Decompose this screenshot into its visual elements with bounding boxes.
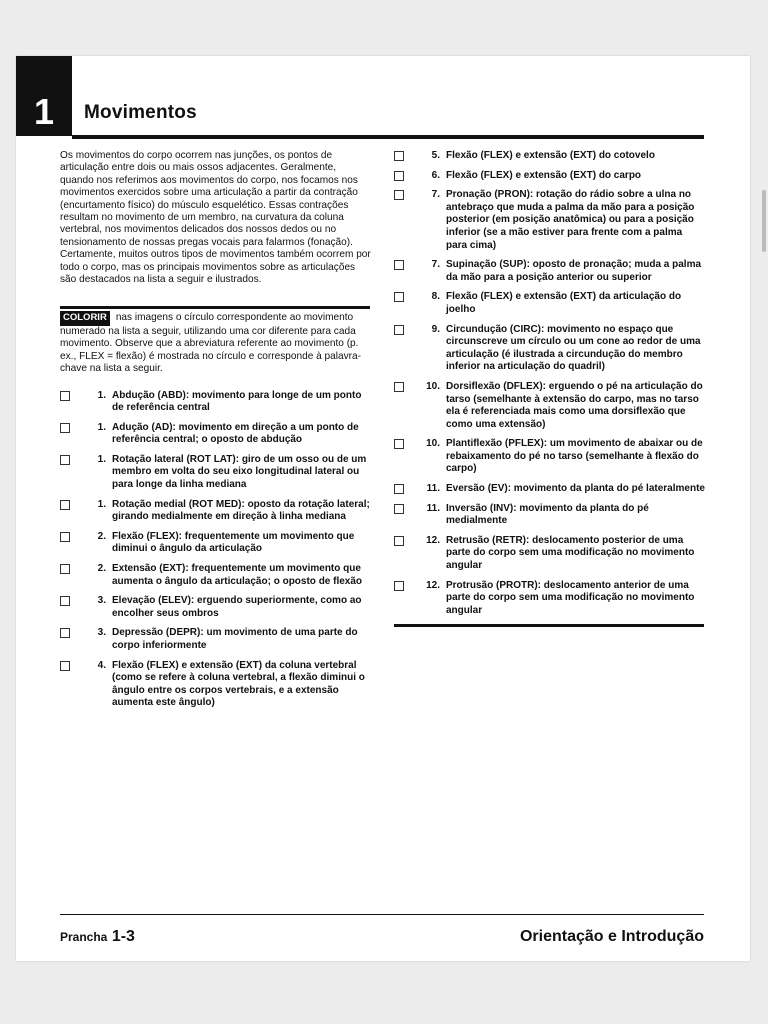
checkbox[interactable] <box>60 564 70 574</box>
right-column <box>394 150 706 627</box>
item-number: 12. <box>426 579 440 591</box>
list-item <box>60 531 372 556</box>
colorir-rule <box>60 306 370 309</box>
item-text: Flexão (FLEX) e extensão (EXT) do carpo <box>446 169 642 181</box>
item-number: 12. <box>426 534 440 546</box>
item-text: Flexão (FLEX): frequentemente um movimento que diminui o ângulo da articulação <box>112 530 355 555</box>
item-text: Dorsiflexão (DFLEX): erguendo o pé na articulação do tarso (semelhante à extensão do carpo, mas no tarso ela é referenciada mais como uma dorsiflexão que como uma extensão) <box>446 380 703 430</box>
footer-section-title: Orientação e Introdução <box>519 928 704 945</box>
item-text: Plantiflexão (PFLEX): um movimento de abaixar ou de rebaixamento do pé no tarso (semelhante à flexão do carpo) <box>446 438 703 475</box>
item-text: Flexão (FLEX) e extensão (EXT) da coluna vertebral (como se refere à coluna vertebral, a flexão diminui o ângulo entre os corpos vertebrais, e a extensão aumenta este ângulo) <box>112 659 365 709</box>
item-text: Eversão (EV): movimento da planta do pé lateralmente <box>446 483 705 495</box>
checkbox[interactable] <box>60 532 70 542</box>
checkbox[interactable] <box>60 500 70 510</box>
item-number: 10. <box>426 380 440 392</box>
item-number: 7. <box>431 259 440 271</box>
chapter-title: Movimentos <box>84 102 197 123</box>
list-item <box>60 390 372 415</box>
right-item-list <box>394 150 706 617</box>
item-number: 11. <box>426 483 440 495</box>
checkbox[interactable] <box>60 423 70 433</box>
item-text: Protrusão (PROTR): deslocamento anterior de uma parte do corpo sem uma modificação no movimento angular <box>446 579 695 616</box>
item-text: Extensão (EXT): frequentemente um movimento que aumenta o ângulo da articulação; o oposto de flexão <box>112 563 363 587</box>
footer-plate-number: 1-3 <box>111 928 135 945</box>
item-number: 9. <box>431 323 440 335</box>
checkbox[interactable] <box>60 628 70 638</box>
checkbox[interactable] <box>60 596 70 606</box>
footer-plate-label: Prancha <box>60 930 108 944</box>
title-rule <box>72 135 704 139</box>
checkbox[interactable] <box>60 455 70 465</box>
left-item-list <box>60 390 372 710</box>
colorir-instructions <box>60 311 372 375</box>
list-item <box>394 170 706 183</box>
checkbox[interactable] <box>394 484 404 494</box>
list-item <box>60 499 372 524</box>
chapter-number: 1 <box>16 56 72 136</box>
item-number: 2. <box>97 530 106 542</box>
scrollbar-thumb[interactable] <box>762 190 766 252</box>
checkbox[interactable] <box>394 439 404 449</box>
checkbox[interactable] <box>394 504 404 514</box>
list-item <box>60 627 372 652</box>
item-number: 1. <box>97 453 106 465</box>
item-number: 8. <box>431 291 440 303</box>
item-number: 6. <box>431 169 440 181</box>
item-number: 3. <box>97 627 106 639</box>
list-item <box>394 483 706 496</box>
list-item <box>394 580 706 618</box>
list-item <box>60 595 372 620</box>
right-column-end-rule <box>394 624 704 627</box>
intro-paragraph: Os movimentos do corpo ocorrem nas junções, os pontos de articulação entre dois ou mais ossos adjacentes. Geralmente, quando nos referimos aos movimentos do corpo, nos focamos nos movimentos exercidos sobre uma articulação a partir da contração (encurtamento físico) do músculo esquelético. Essas contrações resultam no movimento de um membro, na curvatura da coluna vertebral, nos movimentos delicados dos nossos dedos ou no tensionamento de nossas pregas vocais para falarmos (fonação). Certamente, muitos outros tipos de movimentos também ocorrem por todo o corpo, mas os principais movimentos sobre as articulações são destacados na lista a seguir e ilustrados. <box>60 150 371 286</box>
checkbox[interactable] <box>394 536 404 546</box>
list-item <box>394 259 706 284</box>
list-item <box>60 422 372 447</box>
list-item <box>394 291 706 316</box>
colorir-text: nas imagens o círculo correspondente ao movimento numerado na lista a seguir, utilizando uma cor diferente para cada movimento. Observe que a abreviatura referente ao movimento (p. ex., FLEX = flexão) é mostrada no círculo e corresponde à palavra-chave na lista a seguir. <box>60 312 362 375</box>
item-text: Elevação (ELEV): erguendo superiormente, como ao encolher seus ombros <box>112 595 362 619</box>
list-item <box>394 381 706 431</box>
item-text: Supinação (SUP): oposto de pronação; muda a palma da mão para a posição anterior ou superior <box>446 259 702 283</box>
item-text: Rotação lateral (ROT LAT): giro de um osso ou de um membro em volta do seu eixo longitudinal lateral ou para longe da linha mediana <box>112 453 367 491</box>
item-text: Retrusão (RETR): deslocamento posterior de uma parte do corpo sem uma modificação no movimento angular <box>446 534 695 572</box>
item-text: Circundução (CIRC): movimento no espaço que circunscreve um círculo ou um cone ao redor de uma articulação (é ilustrada a circundução do membro inferior na articulação do quadril) <box>446 323 701 373</box>
item-text: Rotação medial (ROT MED): oposto da rotação lateral; girando medialmente em direção à linha mediana <box>112 498 370 523</box>
item-text: Abdução (ABD): movimento para longe de um ponto de referência central <box>112 389 362 414</box>
item-text: Inversão (INV): movimento da planta do pé medialmente <box>446 502 649 527</box>
item-text: Flexão (FLEX) e extensão (EXT) do cotovelo <box>446 150 655 161</box>
list-item <box>394 150 706 163</box>
checkbox[interactable] <box>394 151 404 161</box>
list-item <box>394 189 706 252</box>
colorir-label: COLORIR <box>60 311 110 325</box>
checkbox[interactable] <box>394 292 404 302</box>
list-item <box>60 454 372 492</box>
item-text: Depressão (DEPR): um movimento de uma parte do corpo inferiormente <box>112 627 358 651</box>
item-text: Pronação (PRON): rotação do rádio sobre a ulna no antebraço que muda a palma da mão para a posição posterior (em posição anatômica) ou para a posição inferior (se a mão estiver para frente com a palma para cima) <box>446 189 695 251</box>
list-item <box>60 660 372 710</box>
left-column <box>60 150 372 717</box>
list-item <box>394 503 706 528</box>
footer-plate <box>60 928 135 946</box>
checkbox[interactable] <box>60 661 70 671</box>
checkbox[interactable] <box>394 171 404 181</box>
item-number: 3. <box>97 595 106 607</box>
checkbox[interactable] <box>60 391 70 401</box>
checkbox[interactable] <box>394 190 404 200</box>
checkbox[interactable] <box>394 260 404 270</box>
item-number: 7. <box>431 189 440 201</box>
item-number: 1. <box>97 421 106 433</box>
list-item <box>394 535 706 573</box>
list-item <box>60 563 372 588</box>
item-number: 1. <box>97 389 106 401</box>
document-page <box>16 56 750 961</box>
item-number: 10. <box>426 438 440 450</box>
item-number: 5. <box>431 150 440 161</box>
checkbox[interactable] <box>394 325 404 335</box>
checkbox[interactable] <box>394 581 404 591</box>
item-number: 1. <box>97 498 106 510</box>
item-number: 2. <box>97 563 106 575</box>
checkbox[interactable] <box>394 382 404 392</box>
item-text: Adução (AD): movimento em direção a um ponto de referência central; o oposto de abdução <box>112 421 359 446</box>
footer-rule <box>60 914 704 915</box>
item-number: 11. <box>426 502 440 514</box>
list-item <box>394 324 706 374</box>
item-number: 4. <box>97 659 106 671</box>
list-item <box>394 438 706 476</box>
item-text: Flexão (FLEX) e extensão (EXT) da articulação do joelho <box>446 291 682 315</box>
